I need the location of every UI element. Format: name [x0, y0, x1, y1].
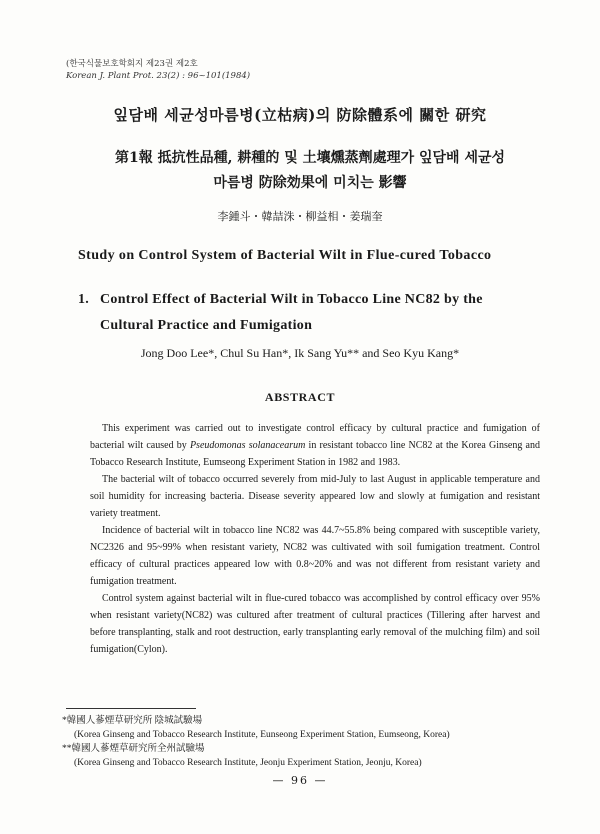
english-subtitle-line1: Control Effect of Bacterial Wilt in Tobacco Line NC82 by the [100, 292, 483, 307]
abstract-paragraph-4: Control system against bacterial wilt in flue-cured tobacco was accomplished by control efficacy over 95% when resistant variety(NC82) was cultured after treatment of cultural practices (Tillering after harvest and before transplanting, stalk and root destruction, early transplanting early removal of the mulching film) and soil fumigation(Cylon). [90, 593, 540, 655]
abstract-heading: ABSTRACT [264, 390, 336, 404]
korean-title: 잎담배 세균성마름병(立枯病)의 防除體系에 關한 研究 [113, 106, 487, 124]
footnote-2-en: (Korea Ginseng and Tobacco Research Institute, Jeonju Experiment Station, Jeonju, Korea) [74, 758, 422, 768]
korean-subtitle-line1: 第1報 抵抗性品種, 耕種的 및 土壤燻蒸劑處理가 잎담배 세균성 [114, 150, 506, 166]
footnote-2-kr: **韓國人蔘煙草研究所全州試驗場 [62, 744, 205, 754]
abstract-paragraph-3: Incidence of bacterial wilt in tobacco line NC82 was 44.7~55.8% being compared with susceptible variety, NC2326 and 95~99% when resistant variety, NC82 was cultivated with soil fumigation treatment. Control efficacy of cultural practices appeared low with 0.8~20% and was not different from resistant variety and fumigation treatment. [90, 525, 540, 587]
abstract-paragraph-1 [90, 420, 540, 471]
korean-subtitle [70, 146, 550, 196]
footnote-1-kr: *韓國人蔘煙草研究所 陰城試驗場 [62, 716, 203, 726]
korean-subtitle-line2: 마름병 防除効果에 미치는 影響 [213, 175, 407, 191]
journal-citation-en: Korean J. Plant Prot. 23(2) : 96~101(1984) [66, 71, 251, 81]
english-subtitle-line2: Cultural Practice and Fumigation [100, 318, 313, 333]
journal-header [66, 58, 250, 82]
abstract-paragraph-2: The bacterial wilt of tobacco occurred severely from mid-July to last August in applicable temperature and soil humidity for increasing bacteria. Disease severity appeared low and slowly at fumigation and resistant variety treatment. [90, 474, 540, 519]
page-number: — 96 — [272, 774, 328, 787]
abstract-p1-text-b: in resistant tobacco line NC82 at the Korea Ginseng and Tobacco Research Institute, Eumseong Experiment Station in 1982 and 1983. [90, 440, 540, 468]
korean-authors: 李鍾斗・韓喆洙・柳益相・姜瑞奎 [217, 210, 383, 223]
english-authors: Jong Doo Lee*, Chul Su Han*, Ik Sang Yu** and Seo Kyu Kang* [140, 346, 460, 360]
footnote-1-en: (Korea Ginseng and Tobacco Research Institute, Eunseong Experiment Station, Eumseong, Korea) [74, 730, 450, 740]
abstract-p1-text-a: This experiment was carried out to investigate control efficacy by cultural practice and fumigation of bacterial wilt caused by [90, 423, 540, 451]
pathogen-name: Pseudomonas solanacearum [189, 440, 306, 451]
english-title: Study on Control System of Bacterial Wilt in Flue-cured Tobacco [78, 248, 492, 263]
journal-citation-kr: (한국식물보호학회지 제23권 제2호 [66, 59, 198, 69]
english-subtitle [78, 287, 548, 339]
english-subtitle-number: 1. [78, 292, 90, 307]
footnotes [62, 714, 532, 770]
footnote-rule [66, 708, 196, 709]
abstract-body [90, 420, 540, 658]
